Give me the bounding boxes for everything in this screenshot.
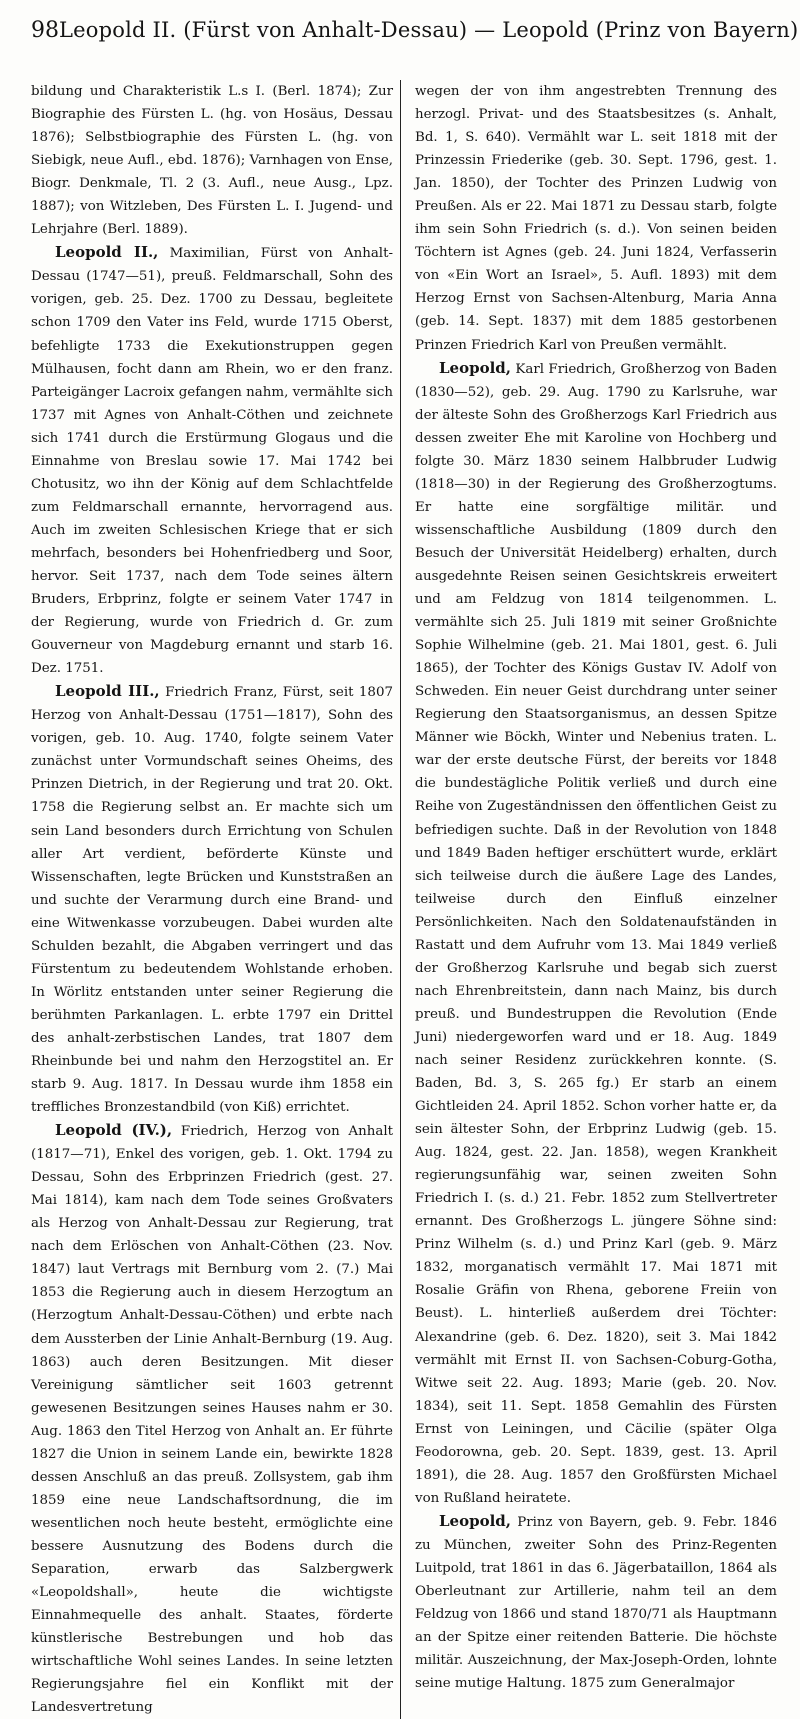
entry-leopold-iii [31,680,393,1119]
entry-leopold-bayern [415,1510,777,1695]
continuation-paragraph: wegen der von ihm angestrebten Trennung des herzogl. Privat- und des Staatsbesitzes (s. Anhalt, Bd. 1, S. 640). Vermählt war L. seit 1818 mit der Prinzessin Friederike (geb. 30. Sept. 1796, gest. 1. Jan. 1850), der Tochter des Prinzen Ludwig von Preußen. Als er 22. Mai 1871 zu Dessau starb, folgte ihm sein Sohn Friedrich (s. d.). Von seinen beiden Töchtern ist Agnes (geb. 24. Juni 1824, Verfasserin von «Ein Wort an Israel», 5. Aufl. 1893) mit dem Herzog Ernst von Sachsen-Altenburg, Maria Anna (geb. 14. Sept. 1837) mit dem 1885 gestorbenen Prinzen Friedrich Karl von Preußen vermählt. [415,84,777,353]
entry-headword: Leopold (IV.), [55,1121,173,1140]
entry-headword: Leopold, [439,1511,511,1530]
entry-text: Maximilian, Fürst von Anhalt-Dessau (1747—51), preuß. Feldmarschall, Sohn des vorigen, geb. 25. Dez. 1700 zu Dessau, begleitete schon 1709 den Vater ins Feld, wurde 1715 Oberst, befehligte 1733 die Exekutionstruppen gegen Mülhausen, focht dann am Rhein, wo er den franz. Parteigänger Lacroix gefangen nahm, vermählte sich 1737 mit Agnes von Anhalt-Cöthen und zeichnete sich 1741 durch die Erstürmung Glogaus und die Einnahme von Breslau sowie 17. Mai 1742 bei Chotusitz, wo ihn der König auf dem Schlachtfelde zum Feldmarschall ernannte, hervorragend aus. Auch im zweiten Schlesischen Kriege that er sich mehrfach, besonders bei Hohenfriedberg und Soor, hervor. Seit 1737, nach dem Tode seines ältern Bruders, Erbprinz, folgte er seinem Vater 1747 in der Regierung, wurde von Friedrich d. Gr. zum Gouverneur von Magdeburg ernannt und starb 16. Dez. 1751. [31,246,393,677]
entry-headword: Leopold II., [55,243,159,262]
entry-text: Friedrich, Herzog von Anhalt (1817—71), Enkel des vorigen, geb. 1. Okt. 1794 zu Dessau, Sohn des Erbprinzen Friedrich (gest. 27. Mai 1814), kam nach dem Tode seines Großvaters als Herzog von Anhalt-Dessau zur Regierung, trat nach dem Erlöschen von Anhalt-Cöthen (23. Nov. 1847) laut Vertrags mit Bernburg vom 2. (7.) Mai 1853 die Regierung auch in diesem Herzogtum an (Herzogtum Anhalt-Dessau-Cöthen) und erbte nach dem Aussterben der Linie Anhalt-Bernburg (19. Aug. 1863) auch deren Besitzungen. Mit dieser Vereinigung sämtlicher seit 1603 getrennt gewesenen Besitzungen seines Hauses nahm er 30. Aug. 1863 den Titel Herzog von Anhalt an. Er führte 1827 die Union in seinem Lande ein, bewirkte 1828 dessen Anschluß an das preuß. Zollsystem, gab ihm 1859 eine neue Landschaftsordnung, die im wesentlichen noch heute besteht, ermöglichte eine bessere Ausnutzung des Bodens durch die Separation, erwarb das Salzbergwerk «Leopoldshall», heute die wichtigste Einnahmequelle des anhalt. Staates, förderte künstlerische Bestrebungen und hob das wirtschaftliche Wohl seines Landes. In seine letzten Regierungsjahre fiel ein Konflikt mit der Landesvertretung [31,1124,393,1716]
entry-leopold-baden [415,357,777,1510]
entry-leopold-ii [31,241,393,680]
entry-text: Prinz von Bayern, geb. 9. Febr. 1846 zu München, zweiter Sohn des Prinz-Regenten Luitpold, trat 1861 in das 6. Jägerbataillon, 1864 als Oberleutnant zur Artillerie, nahm teil an dem Feldzug von 1866 und stand 1870/71 als Hauptmann an der Spitze einer reitenden Batterie. Die höchste militär. Auszeichnung, der Max-Joseph-Orden, lohnte seine mutige Haltung. 1875 zum Generalmajor [415,1514,777,1692]
entry-leopold-iv [31,1119,393,1719]
page-number: 98 [31,18,59,43]
entry-text: Karl Friedrich, Großherzog von Baden (1830—52), geb. 29. Aug. 1790 zu Karlsruhe, war der älteste Sohn des Großherzogs Karl Friedrich aus dessen zweiter Ehe mit Karoline von Hochberg und folgte 30. März 1830 seinem Halbbruder Ludwig (1818—30) in der Regierung des Großherzogtums. Er hatte eine sorgfältige militär. und wissenschaftliche Ausbildung (1809 durch den Besuch der Universität Heidelberg) erhalten, durch ausgedehnte Reisen seinen Gesichtskreis erweitert und am Feldzug von 1814 teilgenommen. L. vermählte sich 25. Juli 1819 mit seiner Großnichte Sophie Wilhelmine (geb. 21. Mai 1801, gest. 6. Juli 1865), der Tochter des Königs Gustav IV. Adolf von Schweden. Ein neuer Geist durchdrang unter seiner Regierung den Staatsorganismus, an dessen Spitze Männer wie Böckh, Winter und Nebenius traten. L. war der erste deutsche Fürst, der bereits vor 1848 die bundestägliche Politik verließ und durch eine Reihe von Zugeständnissen den öffentlichen Geist zu befriedigen suchte. Daß in der Revolution von 1848 und 1849 Baden heftiger erschüttert wurde, erklärt sich teilweise durch die äußere Lage des Landes, teilweise durch den Einfluß einzelner Persönlichkeiten. Nach den Soldatenaufständen in Rastatt und dem Aufruhr vom 13. Mai 1849 verließ der Großherzog Karlsruhe und begab sich zuerst nach Ehrenbreitstein, dann nach Mainz, bis durch preuß. und Bundestruppen die Revolution (Ende Juni) niedergeworfen ward und er 18. Aug. 1849 nach seiner Residenz zurückkehren konnte. (S. Baden, Bd. 3, S. 265 fg.) Er starb an einem Gichtleiden 24. April 1852. Schon vorher hatte er, da sein ältester Sohn, der Erbprinz Ludwig (geb. 15. Aug. 1824, gest. 22. Jan. 1858), wegen Krankheit regierungsunfähig war, seinen zweiten Sohn Friedrich I. (s. d.) 21. Febr. 1852 zum Stellvertreter ernannt. Des Großherzogs L. jüngere Söhne sind: Prinz Wilhelm (s. d.) und Prinz Karl (geb. 9. März 1832, morganatisch vermählt 17. Mai 1871 mit Rosalie Gräfin von Rhena, geborene Freiin von Beust). L. hinterließ außerdem drei Töchter: Alexandrine (geb. 6. Dez. 1820), seit 3. Mai 1842 vermählt mit Ernst II. von Sachsen-Coburg-Gotha, Witwe seit 22. Aug. 1893; Marie (geb. 20. Nov. 1834), seit 11. Sept. 1858 Gemahlin des Fürsten Ernst von Leiningen, und Cäcilie (später Olga Feodorowna, geb. 20. Sept. 1839, gest. 13. April 1891), die 28. Aug. 1857 den Großfürsten Michael von Rußland heiratete. [415,361,777,1506]
right-column [415,80,777,1719]
entry-headword: Leopold III., [55,682,160,701]
page-header [31,18,799,68]
text-columns [31,80,778,1719]
left-column [31,80,393,1719]
entry-headword: Leopold, [439,358,511,377]
entry-text: Friedrich Franz, Fürst, seit 1807 Herzog von Anhalt-Dessau (1751—1817), Sohn des vorigen, geb. 10. Aug. 1740, folgte seinem Vater zunächst unter Vormundschaft seines Oheims, des Prinzen Dietrich, in der Regierung und trat 20. Okt. 1758 die Regierung selbst an. Er machte sich um sein Land besonders durch Errichtung von Schulen aller Art verdient, beförderte Künste und Wissenschaften, legte Brücken und Kunststraßen an und suchte der Verarmung durch eine Brand- und eine Witwenkasse vorzubeugen. Dabei wurden alte Schulden bezahlt, die Abgaben verringert und das Fürstentum zu bedeutendem Wohlstande erhoben. In Wörlitz entstanden unter seiner Regierung die berühmten Parkanlagen. L. erbte 1797 ein Drittel des anhalt-zerbstischen Landes, trat 1807 dem Rheinbunde bei und nahm den Herzogstitel an. Er starb 9. Aug. 1817. In Dessau wurde ihm 1858 ein treffliches Bronzestandbild (von Kiß) errichtet. [31,685,393,1116]
continuation-paragraph: bildung und Charakteristik L.s I. (Berl. 1874); Zur Biographie des Fürsten L. (hg. von Hosäus, Dessau 1876); Selbstbiographie des Fürsten L. (hg. von Siebigk, neue Aufl., ebd. 1876); Varnhagen von Ense, Biogr. Denkmale, Tl. 2 (3. Aufl., neue Ausg., Lpz. 1887); von Witzleben, Des Fürsten L. I. Jugend- und Lehrjahre (Berl. 1889). [31,84,393,238]
running-title: Leopold II. (Fürst von Anhalt-Dessau) — Leopold (Prinz von Bayern) [59,18,799,42]
column-divider [400,80,401,1719]
